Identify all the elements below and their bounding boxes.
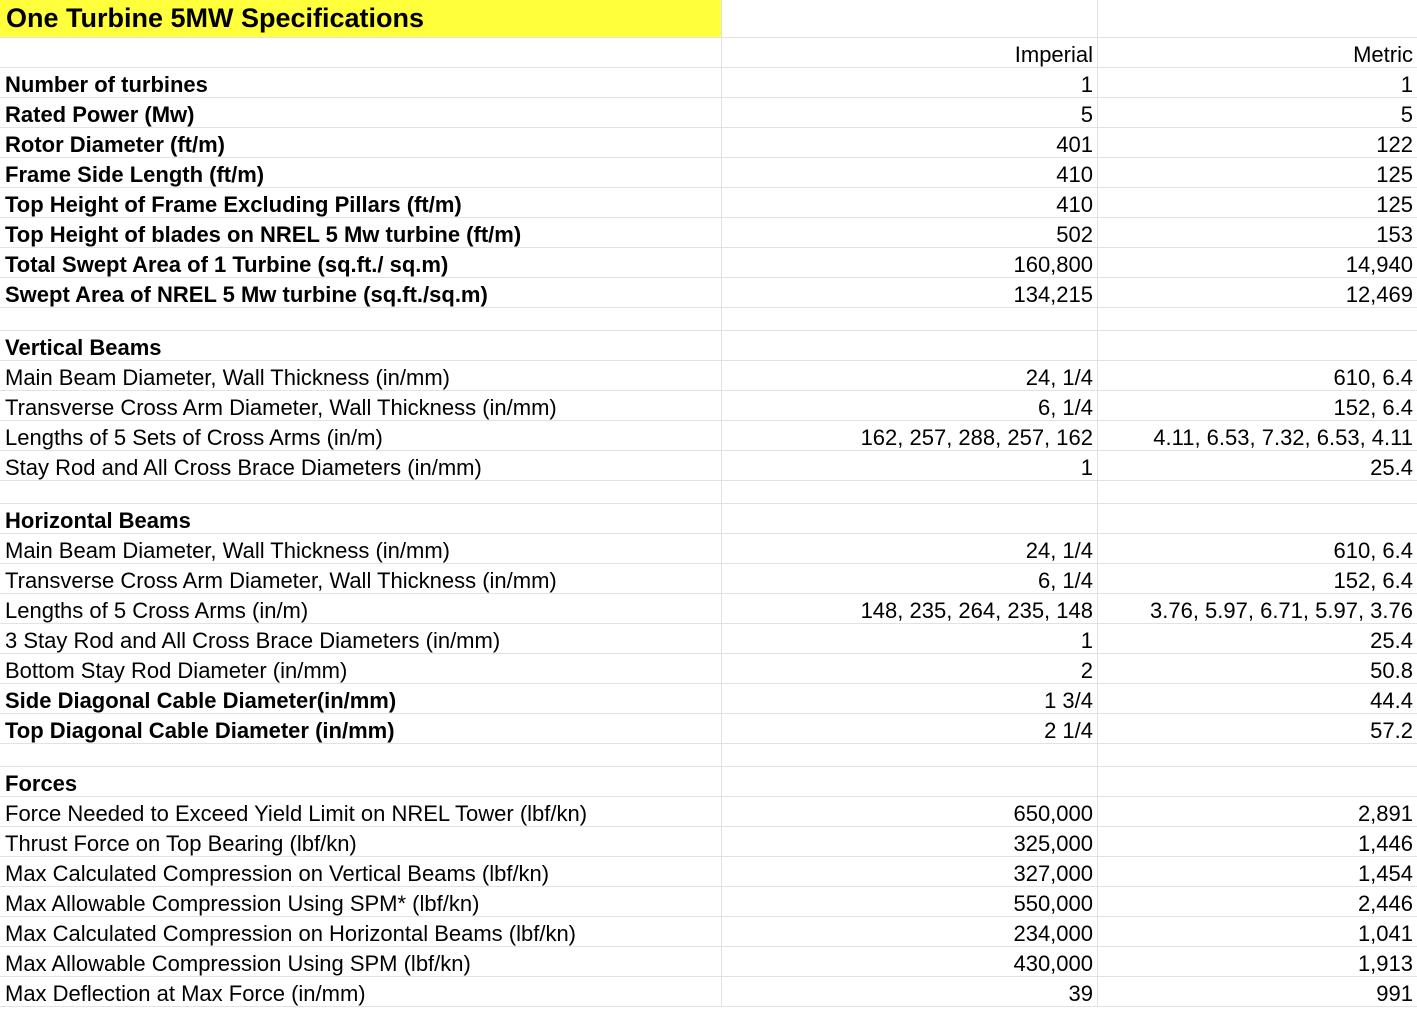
row-label[interactable]: Max Calculated Compression on Vertical Beams (lbf/kn)	[0, 857, 722, 887]
imperial-value[interactable]: 5	[722, 98, 1098, 128]
imperial-value[interactable]: 6, 1/4	[722, 391, 1098, 421]
empty-cell[interactable]	[722, 0, 1098, 38]
metric-value[interactable]: 57.2	[1098, 714, 1417, 744]
metric-value[interactable]: 25.4	[1098, 451, 1417, 481]
metric-value[interactable]: 1,454	[1098, 857, 1417, 887]
metric-value[interactable]: 2,446	[1098, 887, 1417, 917]
imperial-value[interactable]: 401	[722, 128, 1098, 158]
row-label[interactable]: Thrust Force on Top Bearing (lbf/kn)	[0, 827, 722, 857]
row-label[interactable]: Swept Area of NREL 5 Mw turbine (sq.ft./sq.m)	[0, 278, 722, 308]
table-row	[0, 218, 1417, 248]
imperial-value[interactable]: 502	[722, 218, 1098, 248]
table-row	[0, 857, 1417, 887]
table-row	[0, 887, 1417, 917]
table-row	[0, 98, 1417, 128]
empty-cell[interactable]	[1098, 331, 1417, 361]
row-label[interactable]: Side Diagonal Cable Diameter(in/mm)	[0, 684, 722, 714]
metric-value[interactable]: 4.11, 6.53, 7.32, 6.53, 4.11	[1098, 421, 1417, 451]
row-label[interactable]: Top Height of Frame Excluding Pillars (ft/m)	[0, 188, 722, 218]
row-label[interactable]: Transverse Cross Arm Diameter, Wall Thickness (in/mm)	[0, 564, 722, 594]
table-row	[0, 421, 1417, 451]
metric-value[interactable]: 152, 6.4	[1098, 391, 1417, 421]
section-heading[interactable]: Horizontal Beams	[0, 504, 722, 534]
table-row	[0, 977, 1417, 1007]
imperial-header[interactable]: Imperial	[722, 38, 1098, 68]
empty-cell[interactable]	[722, 767, 1098, 797]
blank-row	[0, 744, 1417, 767]
empty-cell[interactable]	[1098, 744, 1417, 767]
empty-cell[interactable]	[1098, 308, 1417, 331]
table-row	[0, 391, 1417, 421]
imperial-value[interactable]: 1	[722, 451, 1098, 481]
imperial-value[interactable]: 1 3/4	[722, 684, 1098, 714]
metric-header[interactable]: Metric	[1098, 38, 1417, 68]
table-row	[0, 158, 1417, 188]
empty-cell[interactable]	[1098, 481, 1417, 504]
imperial-value[interactable]: 6, 1/4	[722, 564, 1098, 594]
row-label[interactable]: Number of turbines	[0, 68, 722, 98]
row-label[interactable]: Main Beam Diameter, Wall Thickness (in/mm)	[0, 534, 722, 564]
empty-cell[interactable]	[0, 308, 722, 331]
metric-value[interactable]: 50.8	[1098, 654, 1417, 684]
imperial-value[interactable]: 410	[722, 158, 1098, 188]
row-label[interactable]: Force Needed to Exceed Yield Limit on NREL Tower (lbf/kn)	[0, 797, 722, 827]
empty-cell[interactable]	[0, 481, 722, 504]
row-label[interactable]: Max Allowable Compression Using SPM (lbf/kn)	[0, 947, 722, 977]
table-row	[0, 68, 1417, 98]
empty-cell[interactable]	[722, 504, 1098, 534]
table-row	[0, 361, 1417, 391]
imperial-value[interactable]: 162, 257, 288, 257, 162	[722, 421, 1098, 451]
title-row	[0, 0, 1417, 38]
table-row	[0, 278, 1417, 308]
row-label[interactable]: Transverse Cross Arm Diameter, Wall Thickness (in/mm)	[0, 391, 722, 421]
row-label[interactable]: Frame Side Length (ft/m)	[0, 158, 722, 188]
imperial-value[interactable]: 24, 1/4	[722, 361, 1098, 391]
empty-cell[interactable]	[1098, 504, 1417, 534]
empty-cell[interactable]	[0, 38, 722, 68]
empty-cell[interactable]	[0, 744, 722, 767]
metric-value[interactable]: 152, 6.4	[1098, 564, 1417, 594]
metric-value[interactable]: 1,041	[1098, 917, 1417, 947]
row-label[interactable]: Top Diagonal Cable Diameter (in/mm)	[0, 714, 722, 744]
row-label[interactable]: Max Allowable Compression Using SPM* (lbf/kn)	[0, 887, 722, 917]
imperial-value[interactable]: 327,000	[722, 857, 1098, 887]
metric-value[interactable]: 44.4	[1098, 684, 1417, 714]
table-row	[0, 797, 1417, 827]
imperial-value[interactable]: 24, 1/4	[722, 534, 1098, 564]
metric-value[interactable]: 1	[1098, 68, 1417, 98]
metric-value[interactable]: 125	[1098, 188, 1417, 218]
sheet-title[interactable]: One Turbine 5MW Specifications	[0, 0, 722, 38]
metric-value[interactable]: 1,446	[1098, 827, 1417, 857]
metric-value[interactable]: 2,891	[1098, 797, 1417, 827]
imperial-value[interactable]: 134,215	[722, 278, 1098, 308]
row-label[interactable]: Main Beam Diameter, Wall Thickness (in/mm)	[0, 361, 722, 391]
empty-cell[interactable]	[722, 481, 1098, 504]
metric-value[interactable]: 153	[1098, 218, 1417, 248]
blank-row	[0, 308, 1417, 331]
imperial-value[interactable]: 550,000	[722, 887, 1098, 917]
row-label[interactable]: Max Deflection at Max Force (in/mm)	[0, 977, 722, 1007]
table-row	[0, 654, 1417, 684]
imperial-value[interactable]: 1	[722, 68, 1098, 98]
row-label[interactable]: Rated Power (Mw)	[0, 98, 722, 128]
table-row	[0, 128, 1417, 158]
row-label[interactable]: Total Swept Area of 1 Turbine (sq.ft./ sq.m)	[0, 248, 722, 278]
row-label[interactable]: Max Calculated Compression on Horizontal Beams (lbf/kn)	[0, 917, 722, 947]
row-label[interactable]: Bottom Stay Rod Diameter (in/mm)	[0, 654, 722, 684]
header-row	[0, 38, 1417, 68]
section-heading[interactable]: Forces	[0, 767, 722, 797]
metric-value[interactable]: 125	[1098, 158, 1417, 188]
imperial-value[interactable]: 2 1/4	[722, 714, 1098, 744]
metric-value[interactable]: 14,940	[1098, 248, 1417, 278]
imperial-value[interactable]: 650,000	[722, 797, 1098, 827]
table-row	[0, 451, 1417, 481]
imperial-value[interactable]: 160,800	[722, 248, 1098, 278]
section-heading[interactable]: Vertical Beams	[0, 331, 722, 361]
imperial-value[interactable]: 410	[722, 188, 1098, 218]
imperial-value[interactable]: 430,000	[722, 947, 1098, 977]
imperial-value[interactable]: 148, 235, 264, 235, 148	[722, 594, 1098, 624]
metric-value[interactable]: 991	[1098, 977, 1417, 1007]
empty-cell[interactable]	[1098, 0, 1417, 38]
table-row	[0, 917, 1417, 947]
section-heading-row	[0, 767, 1417, 797]
row-label[interactable]: Top Height of blades on NREL 5 Mw turbine (ft/m)	[0, 218, 722, 248]
imperial-value[interactable]: 234,000	[722, 917, 1098, 947]
section-heading-row	[0, 331, 1417, 361]
table-row	[0, 534, 1417, 564]
imperial-value[interactable]: 325,000	[722, 827, 1098, 857]
table-row	[0, 248, 1417, 278]
table-row	[0, 624, 1417, 654]
metric-value[interactable]: 122	[1098, 128, 1417, 158]
imperial-value[interactable]: 39	[722, 977, 1098, 1007]
table-row	[0, 947, 1417, 977]
empty-cell[interactable]	[722, 331, 1098, 361]
row-label[interactable]: Lengths of 5 Cross Arms (in/m)	[0, 594, 722, 624]
empty-cell[interactable]	[722, 744, 1098, 767]
table-row	[0, 714, 1417, 744]
table-row	[0, 684, 1417, 714]
table-row	[0, 188, 1417, 218]
empty-cell[interactable]	[722, 308, 1098, 331]
row-label[interactable]: Stay Rod and All Cross Brace Diameters (in/mm)	[0, 451, 722, 481]
table-row	[0, 594, 1417, 624]
empty-cell[interactable]	[1098, 767, 1417, 797]
metric-value[interactable]: 25.4	[1098, 624, 1417, 654]
metric-value[interactable]: 5	[1098, 98, 1417, 128]
table-row	[0, 827, 1417, 857]
table-row	[0, 564, 1417, 594]
metric-value[interactable]: 3.76, 5.97, 6.71, 5.97, 3.76	[1098, 594, 1417, 624]
section-heading-row	[0, 504, 1417, 534]
metric-value[interactable]: 1,913	[1098, 947, 1417, 977]
imperial-value[interactable]: 2	[722, 654, 1098, 684]
blank-row	[0, 481, 1417, 504]
row-label[interactable]: Rotor Diameter (ft/m)	[0, 128, 722, 158]
metric-value[interactable]: 12,469	[1098, 278, 1417, 308]
imperial-value[interactable]: 1	[722, 624, 1098, 654]
row-label[interactable]: Lengths of 5 Sets of Cross Arms (in/m)	[0, 421, 722, 451]
metric-value[interactable]: 610, 6.4	[1098, 361, 1417, 391]
row-label[interactable]: 3 Stay Rod and All Cross Brace Diameters (in/mm)	[0, 624, 722, 654]
metric-value[interactable]: 610, 6.4	[1098, 534, 1417, 564]
